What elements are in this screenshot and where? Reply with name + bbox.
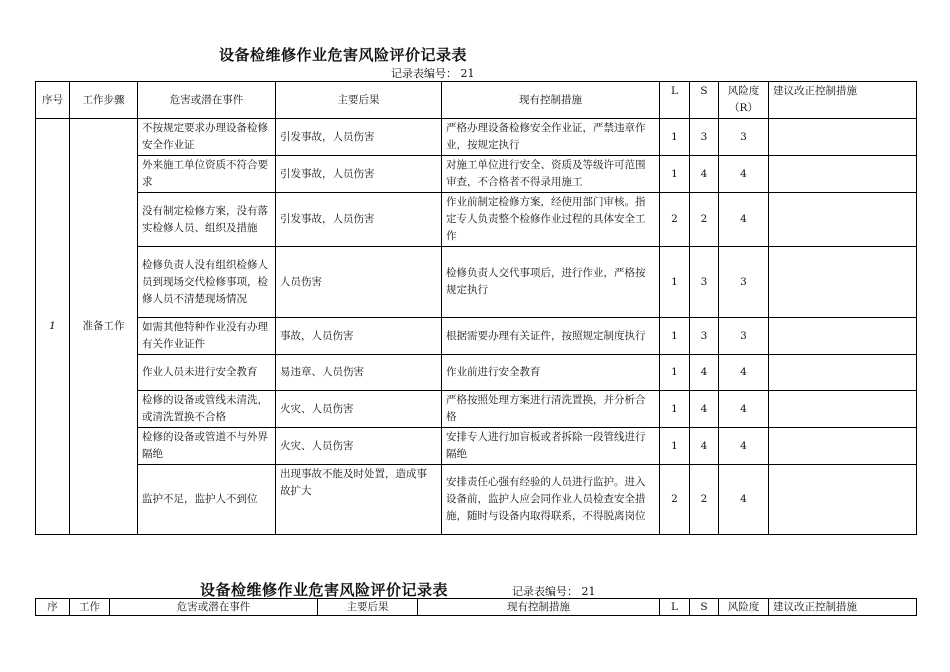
controls-cell: 根据需要办理有关证件，按照规定制度执行 <box>442 318 660 355</box>
controls-cell: 检修负责人交代事项后，进行作业，严格按规定执行 <box>442 247 660 318</box>
header-s: S <box>690 82 719 119</box>
l-cell: 1 <box>660 318 690 355</box>
table-row <box>36 247 917 318</box>
suggest-cell <box>769 355 917 391</box>
controls-cell: 严格按照处理方案进行清洗置换，并分析合格 <box>442 391 660 428</box>
consequence-cell: 事故，人员伤害 <box>276 318 442 355</box>
hazard-cell: 监护不足，监护人不到位 <box>138 465 276 535</box>
consequence-cell: 引发事故，人员伤害 <box>276 193 442 247</box>
page-title: 设备检维修作业危害风险评价记录表 <box>219 46 468 64</box>
page2-title: 设备检维修作业危害风险评价记录表 <box>200 581 449 599</box>
controls-cell: 作业前进行安全教育 <box>442 355 660 391</box>
header-controls: 现有控制措施 <box>442 82 660 119</box>
risk-cell: 4 <box>719 193 769 247</box>
table-row <box>36 428 917 465</box>
controls-cell: 安排责任心强有经验的人员进行监护。进入设备前，监护人应会同作业人员检查安全措施，随时与设备内取得联系，不得脱离岗位 <box>442 465 660 535</box>
header-consequence: 主要后果 <box>276 82 442 119</box>
table-row <box>36 156 917 193</box>
header-risk: 风险度 <box>719 599 769 616</box>
page2-table-header <box>35 598 917 616</box>
s-cell: 2 <box>690 193 719 247</box>
header-step: 工作 <box>70 599 110 616</box>
table-row <box>36 193 917 247</box>
s-cell: 2 <box>690 465 719 535</box>
l-cell: 2 <box>660 465 690 535</box>
suggest-cell <box>769 156 917 193</box>
consequence-cell: 人员伤害 <box>276 247 442 318</box>
risk-cell: 4 <box>719 355 769 391</box>
s-cell: 4 <box>690 156 719 193</box>
controls-cell: 安排专人进行加盲板或者拆除一段管线进行隔绝 <box>442 428 660 465</box>
consequence-cell: 火灾、人员伤害 <box>276 391 442 428</box>
hazard-cell: 没有制定检修方案，没有落实检修人员、组织及措施 <box>138 193 276 247</box>
l-cell: 1 <box>660 119 690 156</box>
consequence-cell: 易违章、人员伤害 <box>276 355 442 391</box>
header-suggest: 建议改正控制措施 <box>769 599 917 616</box>
hazard-cell: 不按规定要求办理设备检修安全作业证 <box>138 119 276 156</box>
header-l: L <box>660 599 690 616</box>
header-seq: 序号 <box>36 82 70 119</box>
l-cell: 1 <box>660 247 690 318</box>
hazard-cell: 作业人员未进行安全教育 <box>138 355 276 391</box>
risk-cell: 4 <box>719 465 769 535</box>
suggest-cell <box>769 391 917 428</box>
header-hazard: 危害或潜在事件 <box>138 82 276 119</box>
l-cell: 1 <box>660 391 690 428</box>
table-header-row <box>36 82 917 119</box>
s-cell: 3 <box>690 318 719 355</box>
header-s: S <box>690 599 719 616</box>
hazard-cell: 检修负责人没有组织检修人员到现场交代检修事项，检修人员不清楚现场情况 <box>138 247 276 318</box>
consequence-cell: 火灾、人员伤害 <box>276 428 442 465</box>
risk-cell: 4 <box>719 428 769 465</box>
table-header-row <box>36 599 917 616</box>
consequence-cell: 引发事故，人员伤害 <box>276 119 442 156</box>
hazard-cell: 检修的设备或管线未清洗，或清洗置换不合格 <box>138 391 276 428</box>
consequence-cell: 出现事故不能及时处置，造成事故扩大 <box>276 465 442 535</box>
consequence-cell: 引发事故，人员伤害 <box>276 156 442 193</box>
page2-record-number: 记录表编号： 21 <box>512 585 596 598</box>
risk-assessment-table <box>35 81 917 535</box>
table-row <box>36 391 917 428</box>
header-risk: 风险度（R） <box>719 82 769 119</box>
header-step: 工作步骤 <box>70 82 138 119</box>
table-row <box>36 465 917 535</box>
group-seq-cell: 1 <box>36 119 70 535</box>
header-seq: 序 <box>36 599 70 616</box>
l-cell: 1 <box>660 156 690 193</box>
suggest-cell <box>769 247 917 318</box>
suggest-cell <box>769 193 917 247</box>
table-row <box>36 119 917 156</box>
hazard-cell: 检修的设备或管道不与外界隔绝 <box>138 428 276 465</box>
l-cell: 2 <box>660 193 690 247</box>
risk-cell: 3 <box>719 119 769 156</box>
hazard-cell: 如需其他特种作业没有办理有关作业证件 <box>138 318 276 355</box>
suggest-cell <box>769 318 917 355</box>
header-controls: 现有控制措施 <box>418 599 660 616</box>
header-consequence: 主要后果 <box>318 599 418 616</box>
l-cell: 1 <box>660 428 690 465</box>
s-cell: 4 <box>690 428 719 465</box>
l-cell: 1 <box>660 355 690 391</box>
record-number: 记录表编号： 21 <box>391 67 475 80</box>
risk-cell: 3 <box>719 318 769 355</box>
s-cell: 4 <box>690 391 719 428</box>
hazard-cell: 外来施工单位资质不符合要求 <box>138 156 276 193</box>
header-suggest: 建议改正控制措施 <box>769 82 917 119</box>
header-l: L <box>660 82 690 119</box>
header-hazard: 危害或潜在事件 <box>110 599 318 616</box>
s-cell: 3 <box>690 119 719 156</box>
s-cell: 4 <box>690 355 719 391</box>
suggest-cell <box>769 119 917 156</box>
risk-cell: 4 <box>719 391 769 428</box>
controls-cell: 对施工单位进行安全、资质及等级许可范围审查，不合格者不得录用施工 <box>442 156 660 193</box>
controls-cell: 严格办理设备检修安全作业证，严禁违章作业，按规定执行 <box>442 119 660 156</box>
s-cell: 3 <box>690 247 719 318</box>
suggest-cell <box>769 465 917 535</box>
group-step-cell: 准备工作 <box>70 119 138 535</box>
controls-cell: 作业前制定检修方案，经使用部门审核。指定专人负责整个检修作业过程的具体安全工作 <box>442 193 660 247</box>
table-row <box>36 318 917 355</box>
suggest-cell <box>769 428 917 465</box>
table-row <box>36 355 917 391</box>
risk-cell: 3 <box>719 247 769 318</box>
risk-cell: 4 <box>719 156 769 193</box>
